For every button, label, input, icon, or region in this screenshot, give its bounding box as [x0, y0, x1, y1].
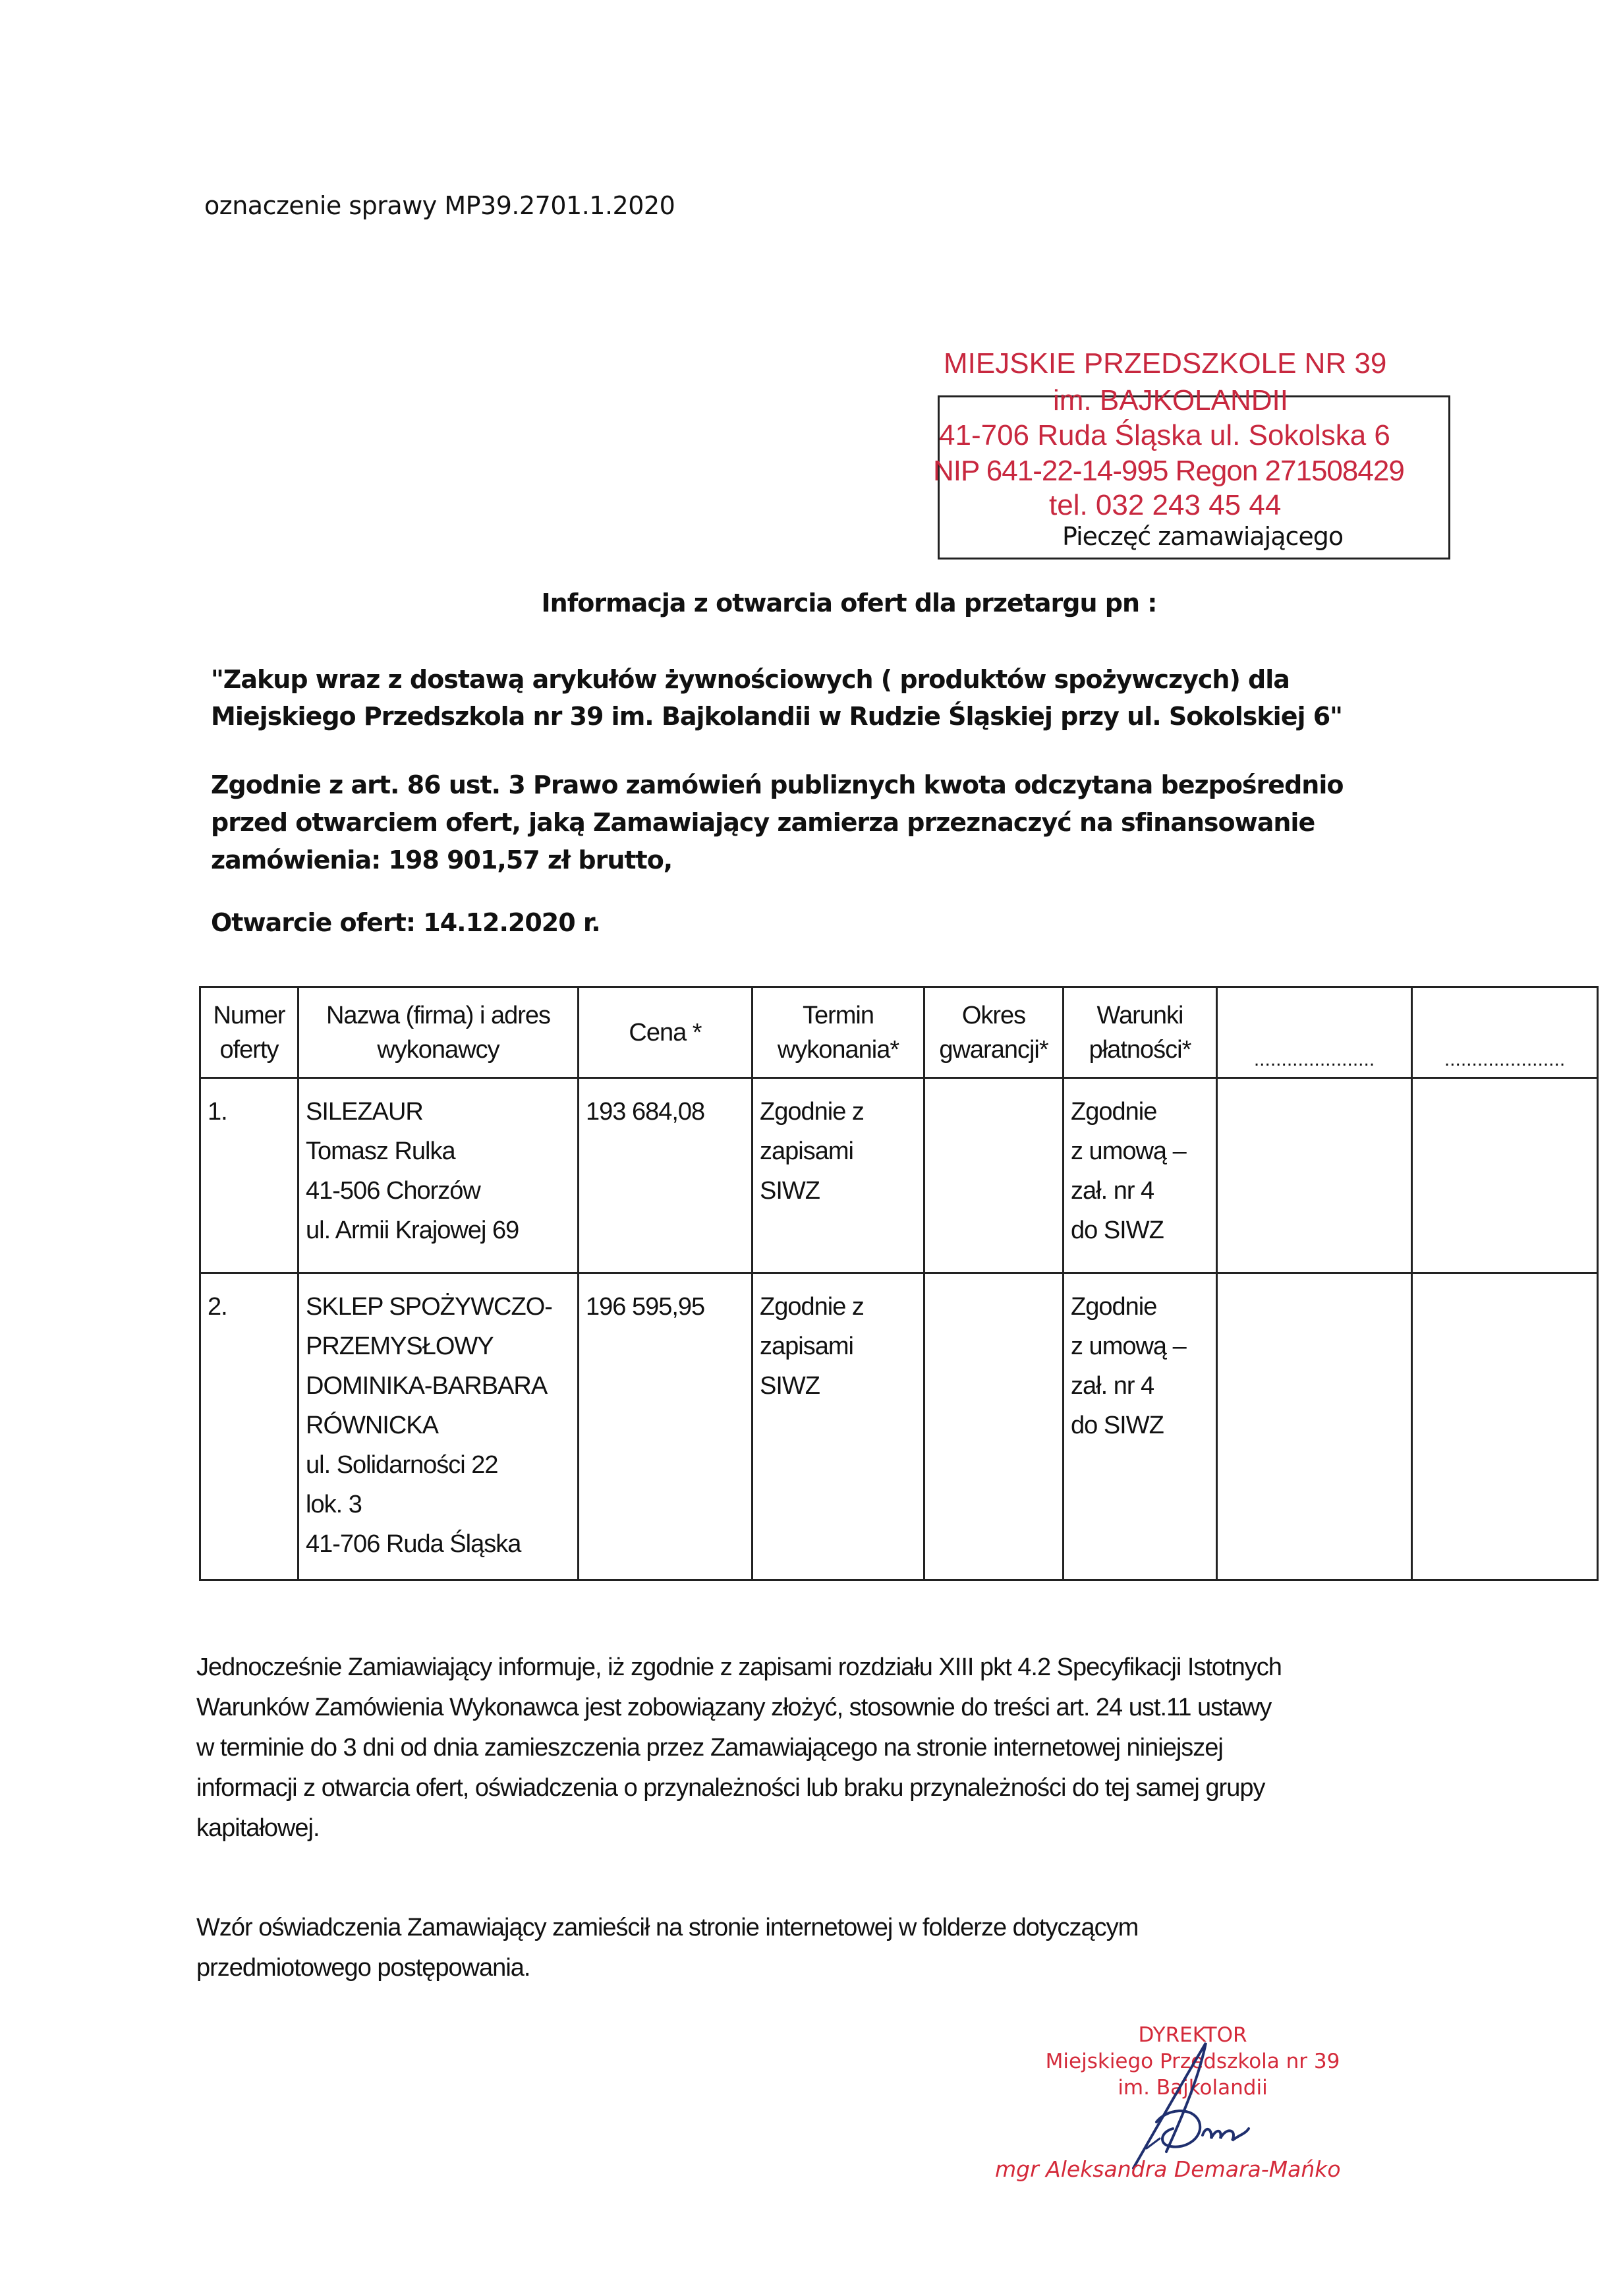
cell-contractor-name: [298, 1273, 579, 1580]
cell-line: do SIWZ: [1071, 1217, 1164, 1244]
header-text: Numer: [213, 1001, 285, 1029]
paragraph-line: Jednocześnie Zamiawiający informuje, iż zgodnie z zapisami rozdziału XIII pkt 4.2 Specyfikacji Istotnych: [196, 1653, 1282, 1681]
cell-offer-number: 1.: [200, 1078, 298, 1273]
stamp-line-nip-regon: NIP 641-22-14-995 Regon 271508429: [933, 455, 1404, 487]
cell-line: do SIWZ: [1071, 1412, 1164, 1439]
table-row: [200, 1078, 1598, 1273]
handwritten-signature-icon: [1120, 2036, 1265, 2175]
cell-warranty: [924, 1078, 1064, 1273]
template-notice-paragraph: [196, 1908, 1138, 1988]
cell-offer-number: 2.: [200, 1273, 298, 1580]
director-stamp-line: im. Bajkolandii: [1118, 2076, 1268, 2100]
table-row: [200, 1273, 1598, 1580]
header-text: Cena *: [629, 1018, 702, 1047]
stamp-caption: Pieczęć zamawiającego: [1062, 522, 1344, 551]
stamp-line-patron: im. BAJKOLANDII: [1053, 384, 1288, 416]
header-text: wykonania*: [777, 1035, 899, 1064]
cell-line: zapisami: [760, 1333, 853, 1360]
legal-notice-line: zamówienia: 198 901,57 zł brutto,: [211, 846, 673, 875]
cell-line: SIWZ: [760, 1372, 820, 1400]
header-extra-2: ......................: [1412, 987, 1598, 1078]
cell-line: DOMINIKA-BARBARA: [306, 1372, 548, 1400]
paragraph-line: przedmiotowego postępowania.: [196, 1954, 530, 1982]
cell-payment-terms: [1064, 1078, 1217, 1273]
cell-line: 41-706 Ruda Śląska: [306, 1530, 521, 1558]
cell-line: SIWZ: [760, 1177, 820, 1205]
cell-price: 196 595,95: [579, 1273, 753, 1580]
cell-line: z umową –: [1071, 1333, 1186, 1360]
cell-extra-1: [1217, 1273, 1412, 1580]
header-offer-number: [200, 987, 298, 1078]
header-text: Okres: [961, 1001, 1026, 1029]
director-stamp-line: Miejskiego Przedszkola nr 39: [1045, 2050, 1340, 2073]
signatory-name: mgr Aleksandra Demara-Mańko: [995, 2156, 1341, 2182]
cell-extra-2: [1412, 1078, 1598, 1273]
legal-notice: [211, 766, 1430, 879]
director-stamp-line: DYREKTOR: [1138, 2023, 1247, 2047]
cell-line: ul. Armii Krajowej 69: [306, 1217, 519, 1244]
cell-line: zapisami: [760, 1137, 853, 1165]
document-heading: Informacja z otwarcia ofert dla przetargu pn :: [541, 588, 1157, 617]
header-price: [579, 987, 753, 1078]
cell-price: 193 684,08: [579, 1078, 753, 1273]
header-payment-terms: [1064, 987, 1217, 1078]
case-reference: oznaczenie sprawy MP39.2701.1.2020: [204, 191, 675, 220]
offers-table: [199, 986, 1599, 1581]
header-deadline: [753, 987, 924, 1078]
cell-line: Zgodnie: [1071, 1098, 1157, 1126]
cell-line: Zgodnie z: [760, 1293, 864, 1321]
cell-line: lok. 3: [306, 1491, 362, 1518]
cell-line: SILEZAUR: [306, 1098, 423, 1126]
cell-line: 41-506 Chorzów: [306, 1177, 480, 1205]
header-text: gwarancji*: [939, 1035, 1048, 1064]
tender-subject: [211, 661, 1342, 735]
cell-deadline: [753, 1078, 924, 1273]
header-warranty: [924, 987, 1064, 1078]
header-text: Nazwa (firma) i adres: [326, 1001, 551, 1029]
header-text: płatności*: [1089, 1035, 1191, 1064]
cell-deadline: [753, 1273, 924, 1580]
group-membership-paragraph: [196, 1648, 1468, 1849]
tender-subject-line: "Zakup wraz z dostawą arykułów żywnościowych ( produktów spożywczych) dla: [211, 665, 1290, 694]
cell-line: Tomasz Rulka: [306, 1137, 455, 1165]
cell-line: zał. nr 4: [1071, 1177, 1154, 1205]
cell-line: RÓWNICKA: [306, 1412, 438, 1439]
cell-line: ul. Solidarności 22: [306, 1451, 498, 1479]
legal-notice-line: Zgodnie z art. 86 ust. 3 Prawo zamówień publiznych kwota odczytana bezpośrednio: [211, 770, 1344, 799]
header-text: wykonawcy: [377, 1035, 499, 1064]
cell-line: Zgodnie z: [760, 1098, 864, 1126]
cell-line: z umową –: [1071, 1137, 1186, 1165]
cell-line: SKLEP SPOŻYWCZO-: [306, 1293, 552, 1321]
cell-line: Zgodnie: [1071, 1293, 1157, 1321]
cell-line: PRZEMYSŁOWY: [306, 1333, 494, 1360]
paragraph-line: informacji z otwarcia ofert, oświadczenia o przynależności lub braku przynależności do tej samej grupy: [196, 1774, 1265, 1802]
table-header-row: [200, 987, 1598, 1078]
stamp-line-address: 41-706 Ruda Śląska ul. Sokolska 6: [939, 419, 1390, 451]
stamp-line-institution: MIEJSKIE PRZEDSZKOLE NR 39: [944, 347, 1387, 380]
paragraph-line: w terminie do 3 dni od dnia zamieszczenia przez Zamawiającego na stronie internetowej niniejszej: [196, 1734, 1223, 1762]
opening-date: Otwarcie ofert: 14.12.2020 r.: [211, 908, 600, 937]
cell-payment-terms: [1064, 1273, 1217, 1580]
header-text: Warunki: [1096, 1001, 1183, 1029]
cell-warranty: [924, 1273, 1064, 1580]
paragraph-line: kapitałowej.: [196, 1814, 320, 1842]
stamp-line-phone: tel. 032 243 45 44: [1049, 489, 1282, 521]
header-text: Termin: [802, 1001, 874, 1029]
cell-extra-2: [1412, 1273, 1598, 1580]
header-text: oferty: [219, 1035, 279, 1064]
legal-notice-line: przed otwarciem ofert, jaką Zamawiający zamierza przeznaczyć na sfinansowanie: [211, 808, 1315, 837]
paragraph-line: Warunków Zamówienia Wykonawca jest zobowiązany złożyć, stosownie do treści art. 24 ust.11 ustawy: [196, 1694, 1272, 1721]
tender-subject-line: Miejskiego Przedszkola nr 39 im. Bajkolandii w Rudzie Śląskiej przy ul. Sokolskiej 6": [211, 702, 1342, 731]
cell-extra-1: [1217, 1078, 1412, 1273]
cell-contractor-name: [298, 1078, 579, 1273]
header-extra-1: ......................: [1217, 987, 1412, 1078]
header-contractor-name: [298, 987, 579, 1078]
paragraph-line: Wzór oświadczenia Zamawiający zamieścił na stronie internetowej w folderze dotyczącym: [196, 1914, 1139, 1941]
cell-line: zał. nr 4: [1071, 1372, 1154, 1400]
